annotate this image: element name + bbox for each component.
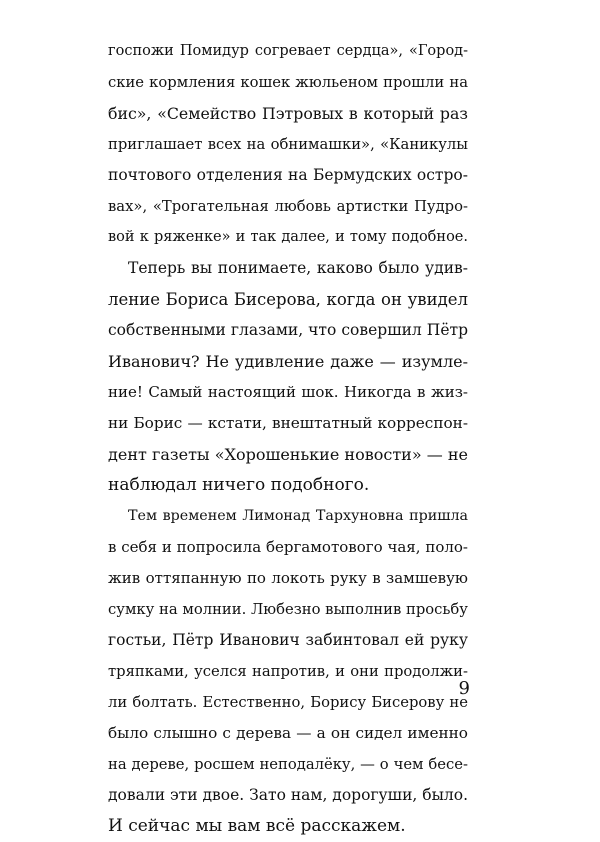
text-line: довали эти двое. Зато нам, дорогуши, было. xyxy=(108,786,469,804)
text-line: ние! Самый настоящий шок. Никогда в жиз- xyxy=(108,383,468,401)
text-line: сумку на молнии. Любезно выполнив просьбу xyxy=(108,601,468,618)
text-line: гостьи, Пётр Иванович забинтовал ей руку xyxy=(108,631,468,649)
text-line: Тем временем Лимонад Тархуновна пришла xyxy=(128,508,468,524)
text-line: на дереве, росшем неподалёку, — о чем бесе- xyxy=(108,756,468,773)
text-line: в себя и попросила бергамотового чая, поло- xyxy=(108,538,468,556)
text-line: дент газеты «Хорошенькие новости» — не xyxy=(108,445,468,464)
text-line: наблюдал ничего подобного. xyxy=(108,475,370,495)
text-line: бис», «Семейство Пэтровых в который раз xyxy=(108,104,468,123)
text-line: тряпками, уселся напротив, и они продолжи- xyxy=(108,663,468,680)
text-line: И сейчас мы вам всё расскажем. xyxy=(108,816,406,836)
text-line: вах», «Трогательная любовь артистки Пудро- xyxy=(108,198,468,215)
text-line: ление Бориса Бисерова, когда он увидел xyxy=(108,290,468,309)
page-number: 9 xyxy=(458,678,470,699)
text-line: собственными глазами, что совершил Пётр xyxy=(108,321,468,339)
text-line: приглашает всех на обнимашки», «Каникулы xyxy=(108,136,468,153)
body-text xyxy=(108,36,468,842)
text-line: вой к ряженке» и так далее, и тому подобное. xyxy=(108,229,468,245)
text-line: госпожи Помидур согревает сердца», «Город- xyxy=(108,43,468,59)
text-line: было слышно с дерева — а он сидел именно xyxy=(108,724,468,742)
text-line: ские кормления кошек жюльеном прошли на xyxy=(108,74,468,91)
text-line: почтового отделения на Бермудских остро- xyxy=(108,166,468,184)
text-line: Теперь вы понимаете, каково было удив- xyxy=(128,259,468,277)
text-line: ли болтать. Естественно, Борису Бисерову не xyxy=(108,694,468,711)
text-line: Иванович? Не удивление даже — изумле- xyxy=(108,352,468,371)
text-line: жив оттяпанную по локоть руку в замшевую xyxy=(108,569,468,587)
text-line: ни Борис — кстати, внештатный корреспон- xyxy=(108,414,468,432)
